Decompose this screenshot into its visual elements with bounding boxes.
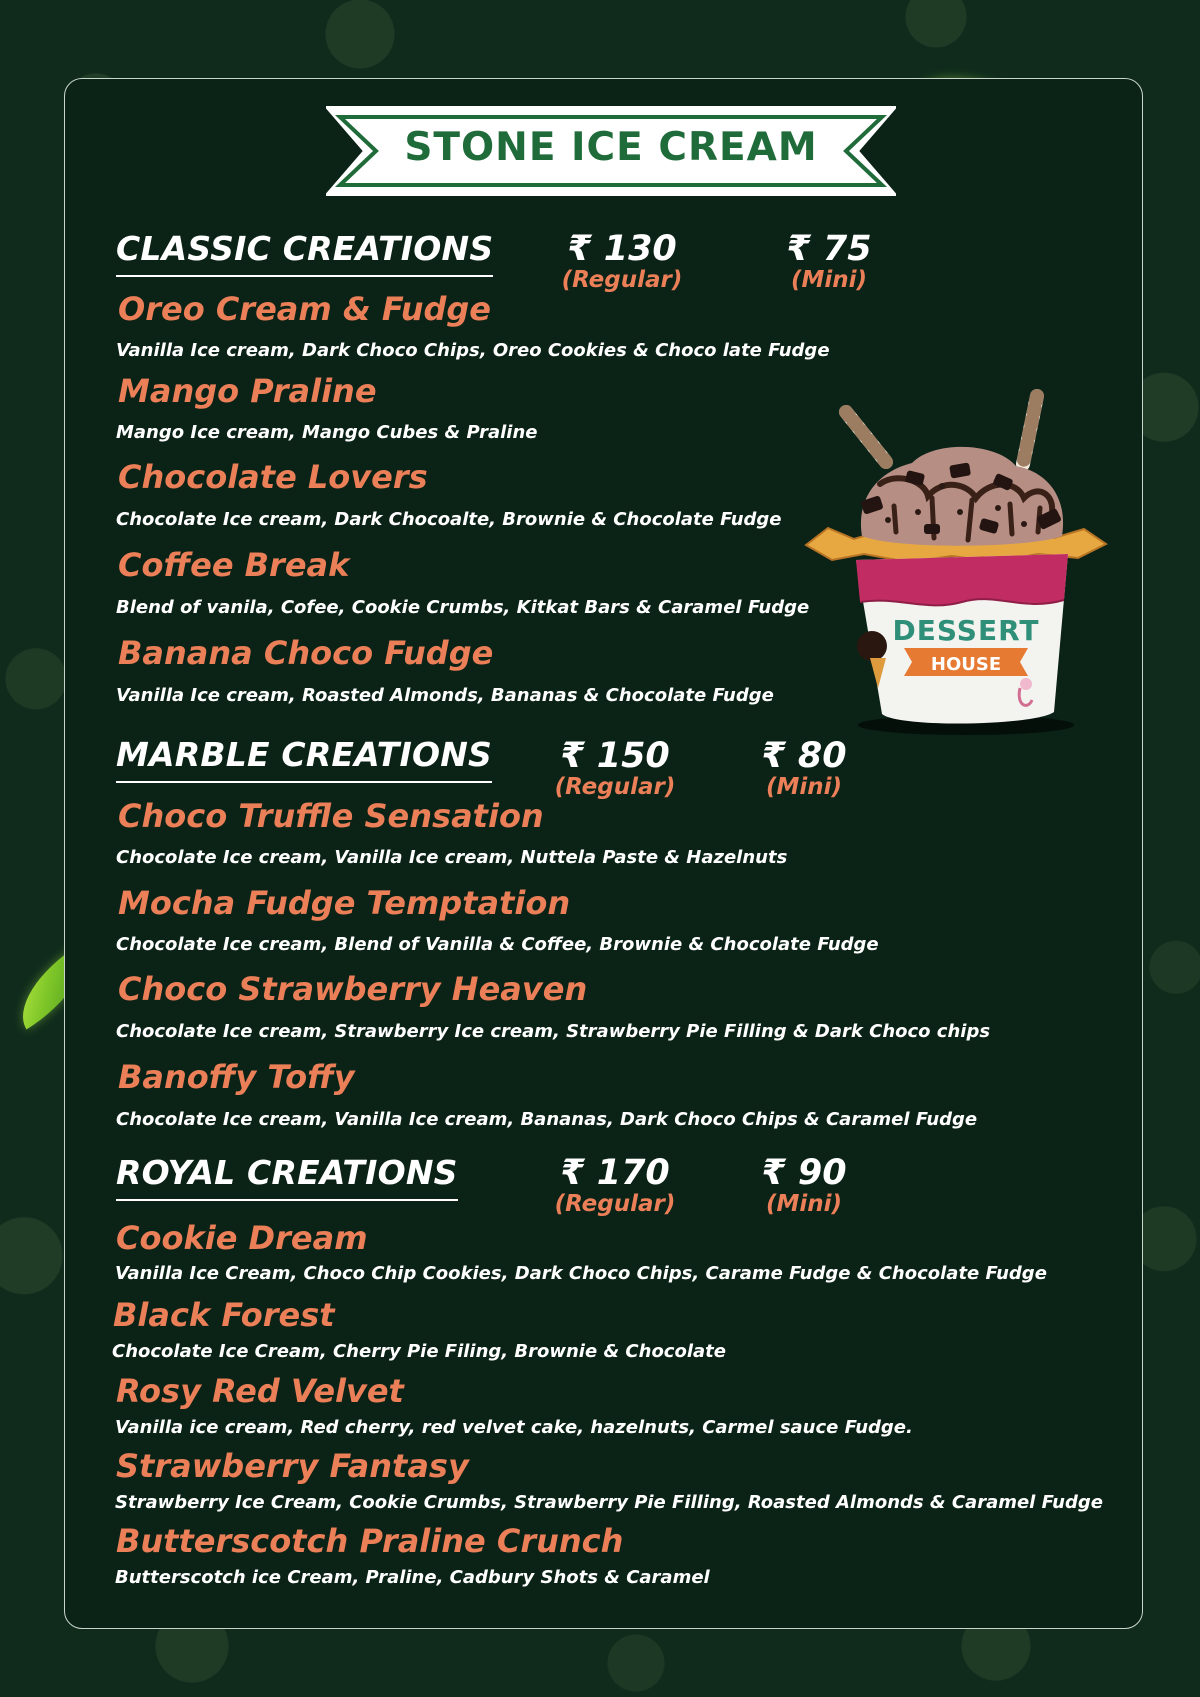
classic-mini-price-value: ₹ 75 <box>786 229 872 269</box>
classic-regular-price <box>552 229 692 293</box>
item-name-coffee-break: Coffee Break <box>118 546 350 584</box>
title-banner <box>326 105 896 197</box>
marble-mini-price <box>734 736 874 800</box>
item-name-banana-choco-fudge: Banana Choco Fudge <box>118 634 494 672</box>
item-name-cookie-dream: Cookie Dream <box>116 1219 368 1257</box>
marble-regular-label: (Regular) <box>554 774 676 800</box>
classic-mini-price <box>759 229 899 293</box>
item-desc-mocha-fudge-temptation: Chocolate Ice cream, Blend of Vanilla & Coffee, Brownie & Chocolate Fudge <box>116 934 879 955</box>
item-desc-rosy-red-velvet: Vanilla ice cream, Red cherry, red velvet cake, hazelnuts, Carmel sauce Fudge. <box>115 1417 913 1438</box>
dessert-cup-image <box>802 388 1120 738</box>
cup-brand-line2: HOUSE <box>930 654 1002 675</box>
item-desc-strawberry-fantasy: Strawberry Ice Cream, Cookie Crumbs, Strawberry Pie Filling, Roasted Almonds & Caramel Fudge <box>115 1492 1103 1513</box>
royal-regular-price <box>545 1153 685 1217</box>
item-name-banoffy-toffy: Banoffy Toffy <box>118 1058 355 1096</box>
item-desc-cookie-dream: Vanilla Ice Cream, Choco Chip Cookies, Dark Choco Chips, Carame Fudge & Chocolate Fudge <box>115 1263 1047 1284</box>
item-name-oreo-cream-fudge: Oreo Cream & Fudge <box>118 290 491 328</box>
item-desc-banoffy-toffy: Chocolate Ice cream, Vanilla Ice cream, Bananas, Dark Choco Chips & Caramel Fudge <box>116 1109 978 1130</box>
item-desc-oreo-cream-fudge: Vanilla Ice cream, Dark Choco Chips, Oreo Cookies & Choco late Fudge <box>116 340 830 361</box>
item-desc-coffee-break: Blend of vanila, Cofee, Cookie Crumbs, Kitkat Bars & Caramel Fudge <box>116 597 810 618</box>
item-name-chocolate-lovers: Chocolate Lovers <box>118 458 428 496</box>
item-name-choco-strawberry-heaven: Choco Strawberry Heaven <box>118 970 588 1008</box>
section-heading-royal: ROYAL CREATIONS <box>116 1153 458 1192</box>
marble-regular-price <box>545 736 685 800</box>
item-name-mocha-fudge-temptation: Mocha Fudge Temptation <box>118 884 571 922</box>
item-desc-banana-choco-fudge: Vanilla Ice cream, Roasted Almonds, Bananas & Chocolate Fudge <box>116 685 774 706</box>
item-name-strawberry-fantasy: Strawberry Fantasy <box>116 1447 469 1485</box>
classic-mini-label: (Mini) <box>790 267 868 293</box>
item-name-butterscotch-praline-crunch: Butterscotch Praline Crunch <box>116 1522 624 1560</box>
royal-regular-label: (Regular) <box>554 1191 676 1217</box>
item-desc-butterscotch-praline-crunch: Butterscotch ice Cream, Praline, Cadbury Shots & Caramel <box>115 1567 710 1588</box>
item-desc-mango-praline: Mango Ice cream, Mango Cubes & Praline <box>116 422 538 443</box>
section-heading-marble: MARBLE CREATIONS <box>116 735 492 774</box>
classic-regular-label: (Regular) <box>561 267 683 293</box>
marble-mini-price-value: ₹ 80 <box>761 736 847 776</box>
item-desc-choco-strawberry-heaven: Chocolate Ice cream, Strawberry Ice cream, Strawberry Pie Filling & Dark Choco chips <box>116 1021 991 1042</box>
item-name-mango-praline: Mango Praline <box>118 372 377 410</box>
section-heading-classic: CLASSIC CREATIONS <box>116 229 494 268</box>
marble-regular-price-value: ₹ 150 <box>560 736 670 776</box>
menu-title: STONE ICE CREAM <box>404 125 818 170</box>
cup-brand-line1: DESSERT <box>892 614 1040 647</box>
classic-regular-price-value: ₹ 130 <box>567 229 677 269</box>
item-desc-choco-truffle-sensation: Chocolate Ice cream, Vanilla Ice cream, Nuttela Paste & Hazelnuts <box>116 847 788 868</box>
item-name-black-forest: Black Forest <box>113 1296 335 1334</box>
royal-mini-price <box>734 1153 874 1217</box>
marble-mini-label: (Mini) <box>765 774 843 800</box>
royal-regular-price-value: ₹ 170 <box>560 1153 670 1193</box>
item-desc-chocolate-lovers: Chocolate Ice cream, Dark Chocoalte, Brownie & Chocolate Fudge <box>116 509 782 530</box>
item-desc-black-forest: Chocolate Ice Cream, Cherry Pie Filing, Brownie & Chocolate <box>112 1341 726 1362</box>
item-name-choco-truffle-sensation: Choco Truffle Sensation <box>118 797 544 835</box>
royal-mini-price-value: ₹ 90 <box>761 1153 847 1193</box>
royal-mini-label: (Mini) <box>765 1191 843 1217</box>
item-name-rosy-red-velvet: Rosy Red Velvet <box>116 1372 404 1410</box>
